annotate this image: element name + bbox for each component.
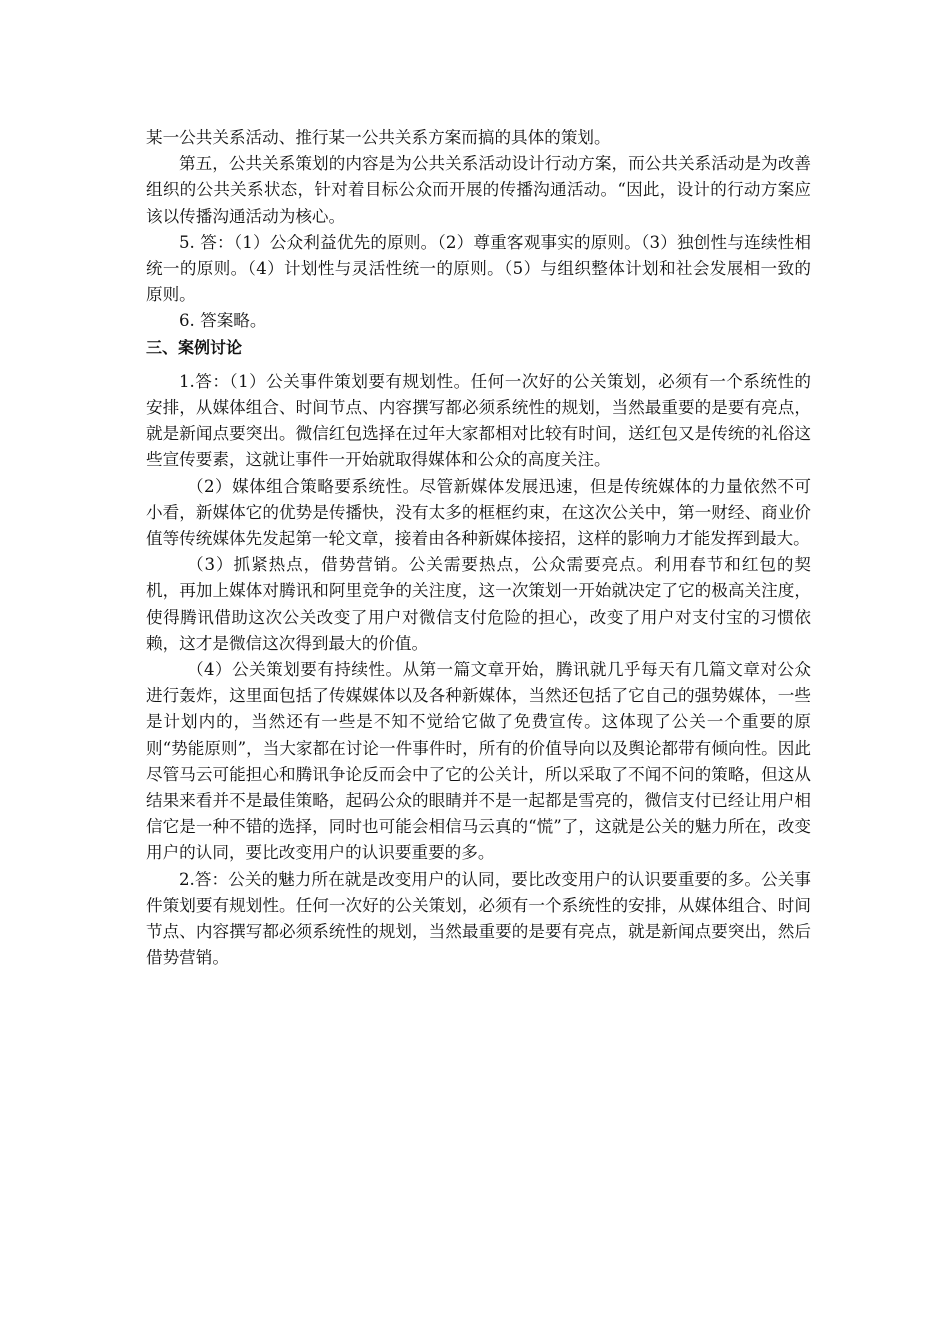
paragraph-case-answer-1-part-1: 1.答：（1）公关事件策划要有规划性。任何一次好的公关策划，必须有一个系统性的安排，从媒体组合、时间节点、内容撰写都必须系统性的规划，当然最重要的是要有亮点，就是新闻点要突出。微信红包选择在过年大家都相对比较有时间，送红包又是传统的礼俗这些宣传要素，这就让事件一开始就取得媒体和公众的高度关注。 <box>146 371 811 470</box>
paragraph-case-answer-2: 2.答：公关的魅力所在就是改变用户的认同，要比改变用户的认识要重要的多。公关事件策划要有规划性。任何一次好的公关策划，必须有一个系统性的安排，从媒体组合、时间节点、内容撰写都必须系统性的规划，当然最重要的是要有亮点，就是新闻点要突出，然后借势营销。 <box>146 869 811 968</box>
paragraph-fifth-point: 第五，公共关系策划的内容是为公共关系活动设计行动方案，而公共关系活动是为改善组织的公共关系状态，针对着目标公众而开展的传播沟通活动。“因此，设计的行动方案应该以传播沟通活动为核心。 <box>146 154 811 226</box>
paragraph-case-answer-1-part-3: （3）抓紧热点，借势营销。公关需要热点，公众需要亮点。利用春节和红包的契机，再加上媒体对腾讯和阿里竞争的关注度，这一次策划一开始就决定了它的极高关注度，使得腾讯借助这次公关改变了用户对微信支付危险的担心，改变了用户对支付宝的习惯依赖，这才是微信这次得到最大的价值。 <box>146 555 811 653</box>
paragraph-answer-5: 5. 答：（1）公众利益优先的原则。（2）尊重客观事实的原则。（3）独创性与连续性相统一的原则。（4）计划性与灵活性统一的原则。（5）与组织整体计划和社会发展相一致的原则。 <box>146 232 811 305</box>
paragraph-answer-6: 6. 答案略。 <box>179 311 267 331</box>
paragraph-case-answer-1-part-4: （4）公关策划要有持续性。从第一篇文章开始，腾讯就几乎每天有几篇文章对公众进行轰炸，这里面包括了传媒媒体以及各种新媒体，当然还包括了它自己的强势媒体，一些是计划内的，当然还有一些是不知不觉给它做了免费宣传。这体现了公关一个重要的原则“势能原则”，当大家都在讨论一件事件时，所有的价值导向以及舆论都带有倾向性。因此尽管马云可能担心和腾讯争论反而会中了它的公关计，所以采取了不闻不问的策略，但这从结果来看并不是最佳策略，起码公众的眼睛并不是一起都是雪亮的，微信支付已经让用户相信它是一种不错的选择，同时也可能会相信马云真的“慌”了，这就是公关的魅力所在，改变用户的认同，要比改变用户的认识要重要的多。 <box>146 660 811 863</box>
paragraph-continuation: 某一公共关系活动、推行某一公共关系方案而搞的具体的策划。 <box>146 128 611 147</box>
paragraph-case-answer-1-part-2: （2）媒体组合策略要系统性。尽管新媒体发展迅速，但是传统媒体的力量依然不可小看，新媒体它的优势是传播快，没有太多的框框约束，在这次公关中，第一财经、商业价值等传统媒体先发起第一轮文章，接着由各种新媒体接招，这样的影响力才能发挥到最大。 <box>146 476 811 549</box>
heading-spacer <box>146 361 811 369</box>
section-heading-case-discussion: 三、案例讨论 <box>146 337 243 357</box>
document-body <box>146 125 811 972</box>
